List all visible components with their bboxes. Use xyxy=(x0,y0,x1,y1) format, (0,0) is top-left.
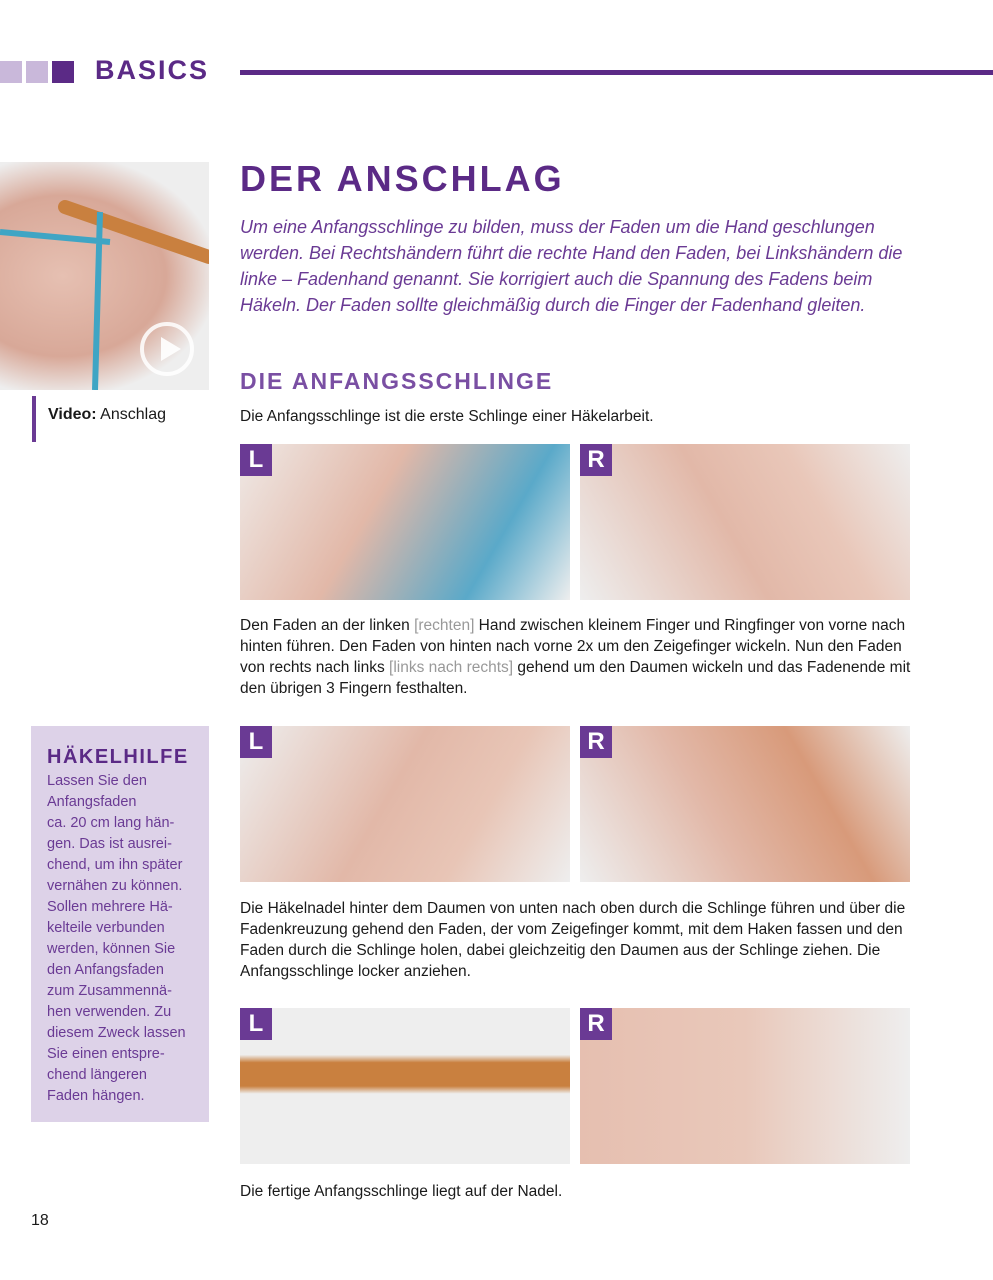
photo-step3-left xyxy=(240,1008,570,1164)
tip-line: gen. Das ist ausrei- xyxy=(47,836,172,852)
tip-title: HÄKELHILFE xyxy=(47,746,189,768)
photo-step1-right xyxy=(580,444,910,600)
section-subtitle: DIE ANFANGSSCHLINGE xyxy=(240,368,554,394)
video-label: Video: xyxy=(48,406,97,423)
step3-text: Die fertige Anfangsschlinge liegt auf der Nadel. xyxy=(240,1183,563,1200)
tip-line: Faden hängen. xyxy=(47,1088,145,1104)
photo-step2-left xyxy=(240,726,570,882)
photo-step2-right xyxy=(580,726,910,882)
header-square xyxy=(52,61,74,83)
tip-line: Sie einen entspre- xyxy=(47,1046,165,1062)
intro-text: Um eine Anfangsschlinge zu bilden, muss der Faden um die Hand geschlungen werden. Bei Rechtshändern führt die rechte Hand den Faden, bei Linkshändern die linke – Fadenhand genannt. Sie korrigiert auch die Spannung des Fadens beim Häkeln. Der Faden sollte gleichmäßig durch die Finger der Fadenhand gleiten. xyxy=(240,217,903,315)
label-right: R xyxy=(580,1008,612,1040)
label-right: R xyxy=(580,444,612,476)
header-rule xyxy=(240,70,993,75)
tip-line: ca. 20 cm lang hän- xyxy=(47,815,175,831)
tip-line: Sollen mehrere Hä- xyxy=(47,899,173,915)
tip-line: chend längeren xyxy=(47,1067,147,1083)
tip-line: hen verwenden. Zu xyxy=(47,1004,172,1020)
tip-text xyxy=(47,771,193,1107)
video-caption[interactable] xyxy=(32,396,166,442)
step1-text: Den Faden an der linken [rechten] Hand zwischen kleinem Finger und Ringfinger von vorne nach hinten führen. Den Faden von hinten nach vorne 2x um den Zeigefinger wickeln. Nun den Faden von rechts nach links [links nach rechts] gehend um den Daumen wickeln und das Fadenende mit den übrigen 3 Fingern festhalten. xyxy=(240,617,911,697)
page-title: DER ANSCHLAG xyxy=(240,158,565,199)
lead-text: Die Anfangsschlinge ist die erste Schlinge einer Häkelarbeit. xyxy=(240,408,654,425)
header-square xyxy=(0,61,22,83)
tip-line: zum Zusammennä- xyxy=(47,983,172,999)
label-right: R xyxy=(580,726,612,758)
page-number: 18 xyxy=(31,1212,49,1229)
step2-text: Die Häkelnadel hinter dem Daumen von unten nach oben durch die Schlinge führen und über die Fadenkreuzung gehend den Faden, der vom Zeigefinger kommt, mit dem Haken fassen und den Faden durch die Schlinge holen, dabei gleichzeitig den Daumen aus der Schlinge ziehen. Die Anfangsschlinge locker anziehen. xyxy=(240,900,906,980)
tip-box xyxy=(31,726,209,1122)
section-title: BASICS xyxy=(95,55,210,85)
photo-step3-right xyxy=(580,1008,910,1164)
tip-line: vernähen zu können. xyxy=(47,878,183,894)
tip-line: diesem Zweck lassen xyxy=(47,1025,186,1041)
tip-line: Anfangsfaden xyxy=(47,794,137,810)
tip-line: den Anfangsfaden xyxy=(47,962,164,978)
photo-step1-left xyxy=(240,444,570,600)
tip-line: kelteile verbunden xyxy=(47,920,165,936)
play-icon[interactable] xyxy=(140,322,194,376)
tip-line: Lassen Sie den xyxy=(47,773,147,789)
label-left: L xyxy=(240,444,272,476)
video-title: Anschlag xyxy=(100,406,166,423)
tip-line: werden, können Sie xyxy=(47,941,176,957)
tip-line: chend, um ihn später xyxy=(47,857,183,873)
label-left: L xyxy=(240,726,272,758)
header-square xyxy=(26,61,48,83)
label-left: L xyxy=(240,1008,272,1040)
